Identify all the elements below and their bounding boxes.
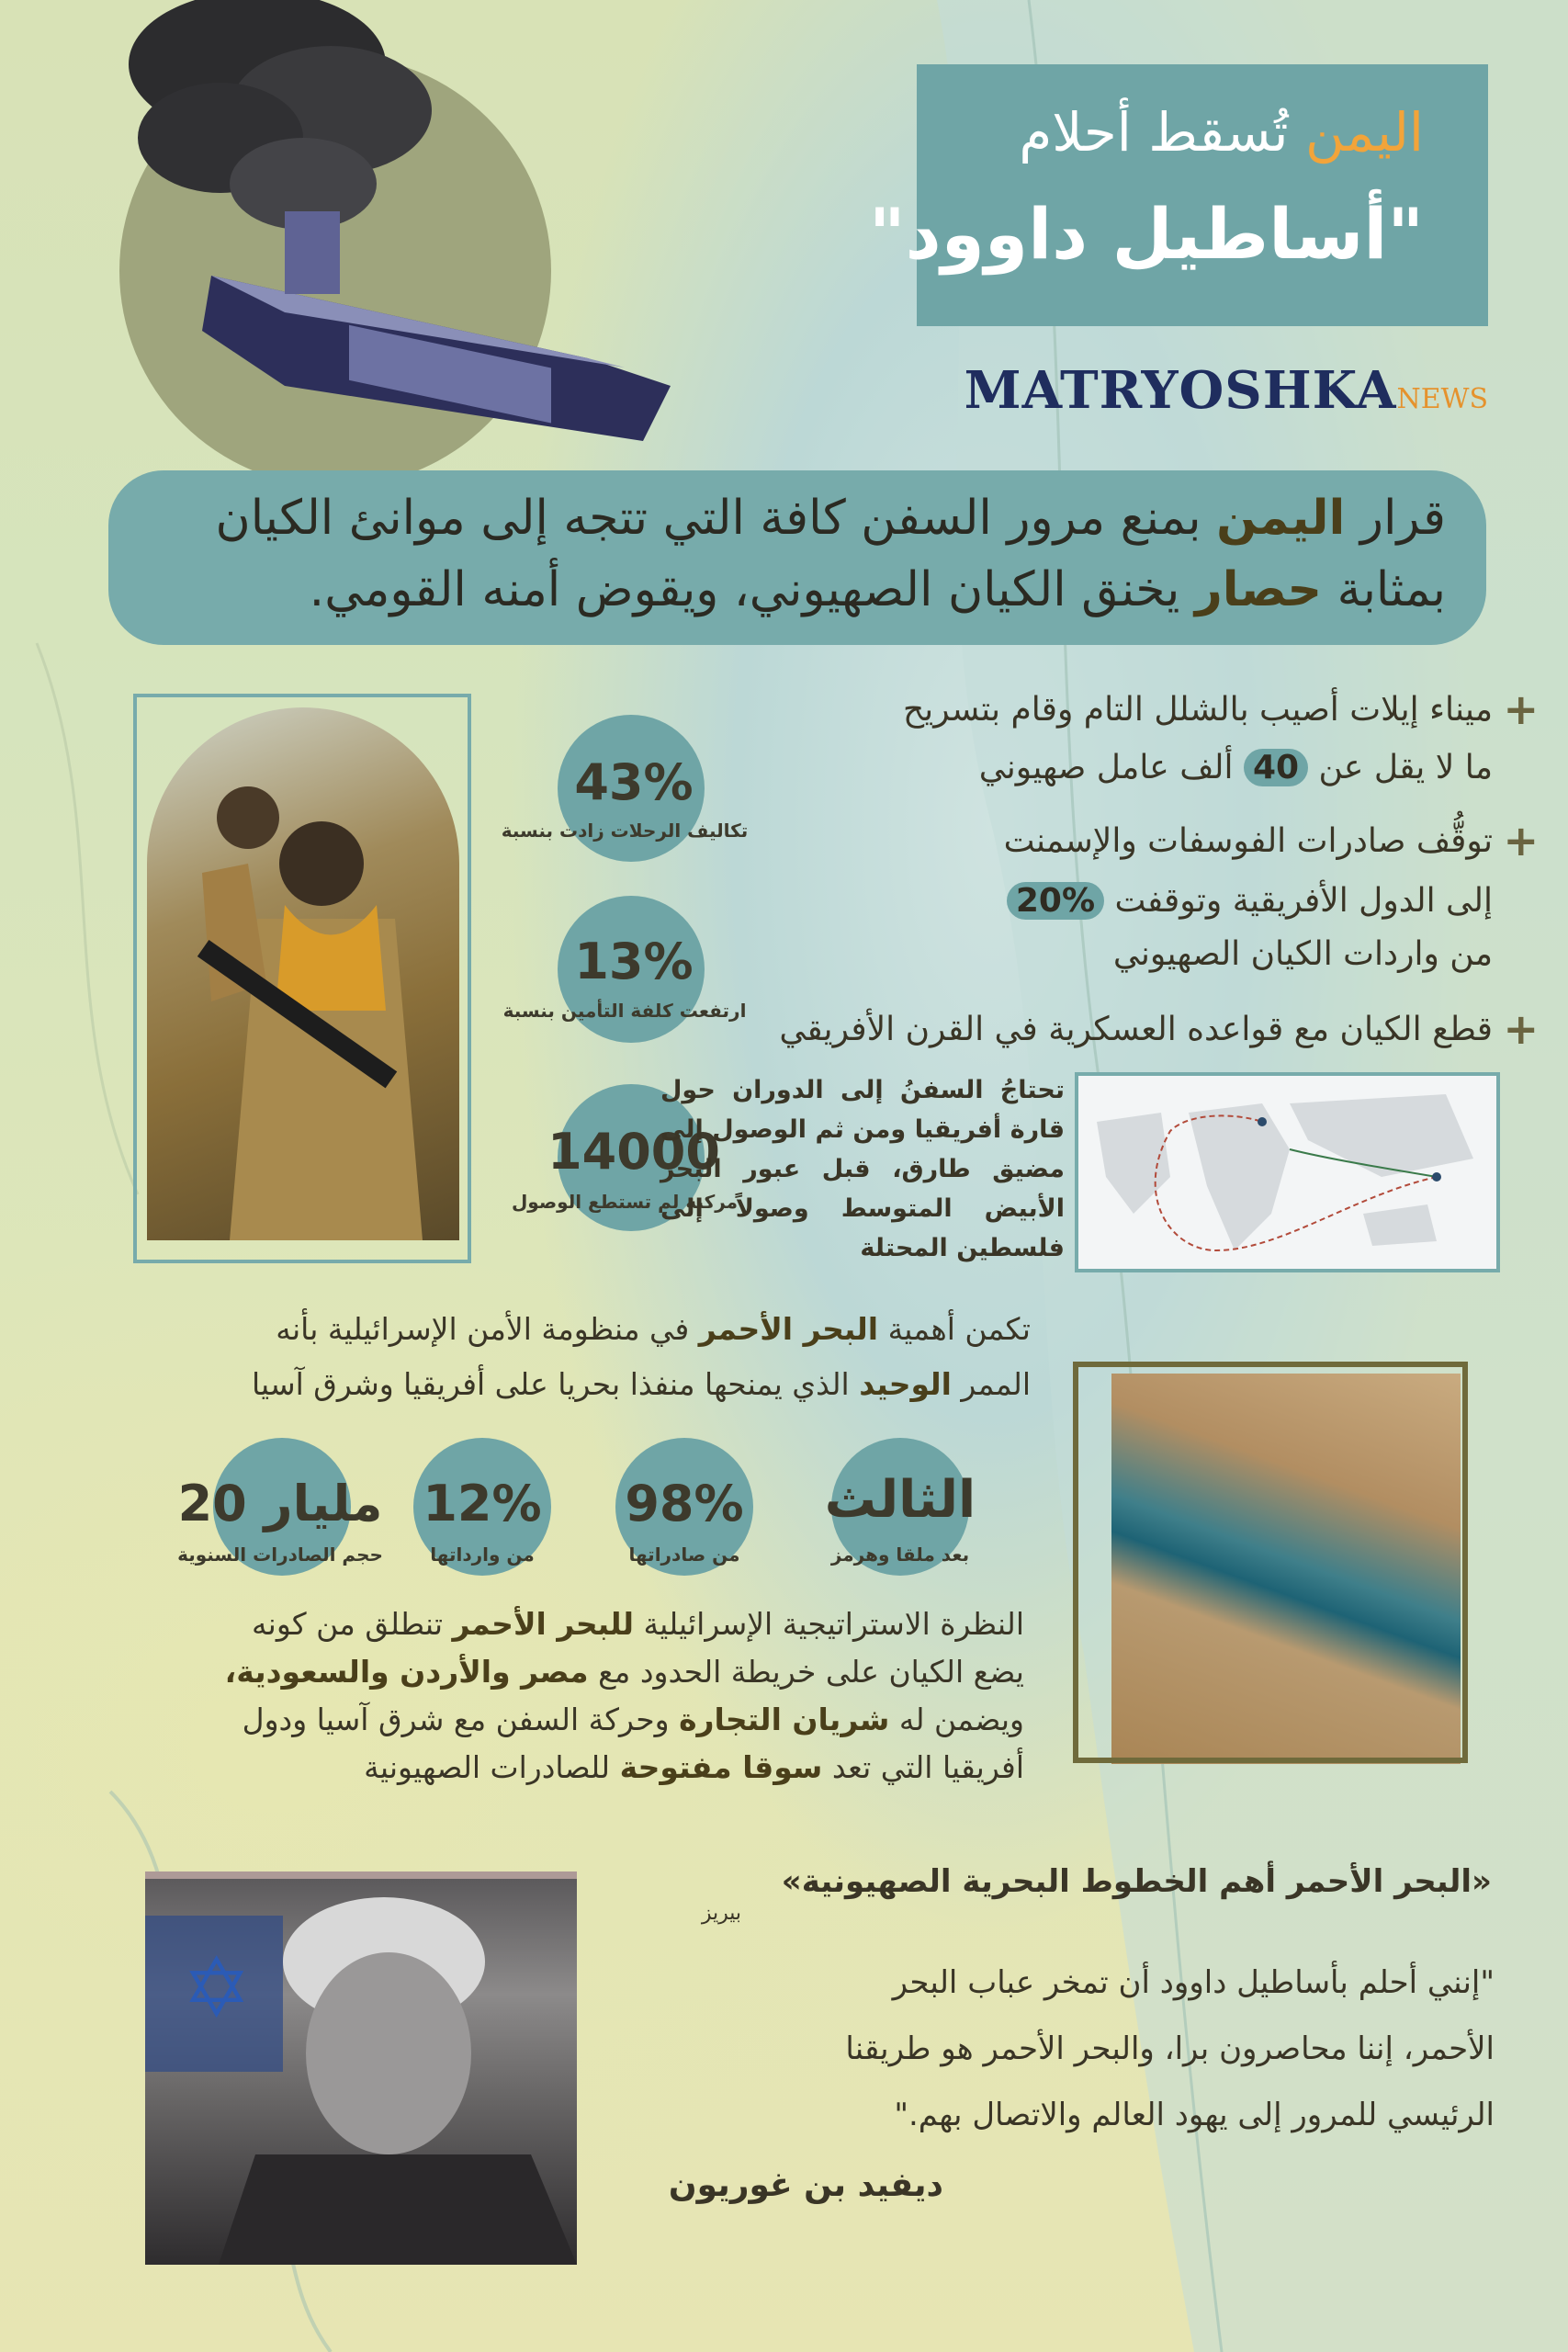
para-bold: البحر الأحمر	[698, 1311, 879, 1347]
bullet-line	[979, 749, 1493, 786]
burning-ship-image	[73, 0, 716, 459]
para-text: يضع الكيان على خريطة الحدود مع	[598, 1654, 1024, 1690]
headline-banner	[108, 470, 1486, 645]
para-bold: مصر والأردن والسعودية،	[224, 1654, 589, 1690]
route-map	[1075, 1072, 1500, 1272]
svg-text:✡: ✡	[182, 1940, 252, 2037]
stat-caption: من وارداتها	[430, 1544, 535, 1566]
bullet-line: توقُّف صادرات الفوسفات والإسمنت	[1003, 822, 1493, 860]
stat-caption: ارتفعت كلفة التأمين بنسبة	[502, 1000, 747, 1022]
stat-caption: حجم الصادرات السنوية	[177, 1544, 383, 1566]
importance-line-2	[252, 1366, 1031, 1402]
banner-bold: اليمن	[1216, 491, 1346, 546]
banner-text: يخنق الكيان الصهيوني، ويقوض أمنه القومي.	[309, 562, 1180, 617]
strategy-line-3	[243, 1702, 1024, 1737]
strategy-line-1	[252, 1606, 1024, 1642]
plus-icon: +	[1503, 1004, 1539, 1054]
banner-line-1	[216, 491, 1447, 546]
stat-value: 12%	[423, 1475, 542, 1532]
para-text: تنطلق من كونه	[251, 1606, 444, 1642]
importance-line-1	[276, 1311, 1031, 1347]
bullet-text: ألف عامل صهيوني	[978, 749, 1234, 786]
soldiers-silhouette	[147, 707, 459, 1240]
para-text: للصادرات الصهيونية	[364, 1749, 611, 1785]
bullet-line: من واردات الكيان الصهيوني	[1112, 935, 1493, 973]
stat-value: 14000	[547, 1123, 720, 1181]
bullet-text: إلى الدول الأفريقية وتوقفت	[1114, 882, 1493, 920]
stat-value: الثالث	[824, 1470, 976, 1530]
para-text: تكمن أهمية	[887, 1311, 1031, 1347]
title-box	[869, 64, 1488, 326]
bullet-text: ما لا يقل عن	[1318, 749, 1493, 786]
stat-value: 43%	[574, 753, 694, 811]
para-bold: شريان التجارة	[679, 1702, 890, 1737]
banner-text: بمثابة	[1337, 562, 1446, 617]
quote-line-3: الرئيسي للمرور إلى يهود العالم والاتصال بهم."	[894, 2097, 1495, 2133]
para-text: النظرة الاستراتيجية الإسرائيلية	[643, 1606, 1024, 1642]
stat-caption: تكاليف الرحلات زادت بنسبة	[501, 820, 749, 842]
banner-bold: حصار	[1194, 562, 1323, 617]
brand-main: MATRYOSHKA	[964, 360, 1397, 421]
quote-attribution: بيريز	[701, 1902, 741, 1925]
para-text: ويضمن له	[898, 1702, 1024, 1737]
route-description: تحتاجُ السفنُ إلى الدوران حول قارة أفريقيا ومن ثم الوصول إلى مضيق طارق، قبل عبور البحر الأبيض المتوسط وصولاً إلى فلسطين المحتلة	[660, 1076, 1065, 1262]
bullet-line: قطع الكيان مع قواعده العسكرية في القرن الأفريقي	[779, 1011, 1493, 1048]
stat-value: 98%	[625, 1475, 744, 1532]
para-text: أفريقيا التي تعد	[831, 1749, 1024, 1785]
world-map-image	[1078, 1076, 1496, 1269]
stat-value: 13%	[574, 933, 694, 990]
ben-gurion-portrait	[145, 1879, 577, 2265]
para-text: في منظومة الأمن الإسرائيلية بأنه	[276, 1311, 690, 1347]
title-line-2: "أساطيل داوود"	[869, 193, 1424, 275]
stat-value: 20 مليار	[177, 1475, 383, 1532]
soldiers-photo	[147, 707, 459, 1240]
brand-logo	[917, 360, 1488, 424]
stat-caption: من صادراتها	[628, 1544, 740, 1566]
stat-caption: بعد ملقا وهرمز	[830, 1544, 970, 1566]
plus-icon: +	[1503, 684, 1539, 734]
banner-text: بمنع مرور السفن كافة التي تتجه إلى موانئ الكيان	[215, 491, 1201, 546]
stat-caption: مركبة لم تستطع الوصول	[511, 1191, 739, 1213]
portrait-image	[145, 1879, 577, 2265]
brand-sub: NEWS	[1396, 383, 1488, 415]
para-text: الممر	[961, 1366, 1031, 1402]
strategy-line-2	[225, 1654, 1024, 1690]
title-line-1	[1019, 101, 1424, 164]
para-bold: للبحر الأحمر	[452, 1606, 634, 1642]
quote-headline: «البحر الأحمر أهم الخطوط البحرية الصهيونية»	[781, 1863, 1492, 1900]
strategy-line-4	[364, 1749, 1024, 1785]
bullet-line	[1007, 882, 1493, 920]
plus-icon: +	[1503, 816, 1539, 865]
para-text: الذي يمنحها منفذا بحريا على أفريقيا وشرق آسيا	[251, 1366, 850, 1402]
banner-text: قرار	[1359, 491, 1446, 546]
title-highlight: اليمن	[1305, 101, 1424, 164]
para-bold: الوحيد	[859, 1366, 952, 1402]
bullet-line: ميناء إيلات أصيب بالشلل التام وقام بتسريح	[902, 691, 1493, 729]
bullet-pill: 20%	[1007, 882, 1104, 920]
para-bold: سوقا مفتوحة	[619, 1749, 823, 1785]
title-line1-rest: تُسقط أحلام	[1019, 101, 1289, 164]
quote-author: ديفيد بن غوريون	[668, 2166, 943, 2204]
quote-line-1: "إنني أحلم بأساطيل داوود أن تمخر عباب البحر	[892, 1964, 1495, 2001]
red-sea-frame	[1073, 1362, 1468, 1763]
para-text: وحركة السفن مع شرق آسيا ودول	[242, 1702, 670, 1737]
bullet-pill: 40	[1244, 749, 1308, 786]
quote-line-2: الأحمر، إننا محاصرون برا، والبحر الأحمر هو طريقنا	[845, 2030, 1495, 2067]
banner-line-2	[310, 562, 1446, 617]
